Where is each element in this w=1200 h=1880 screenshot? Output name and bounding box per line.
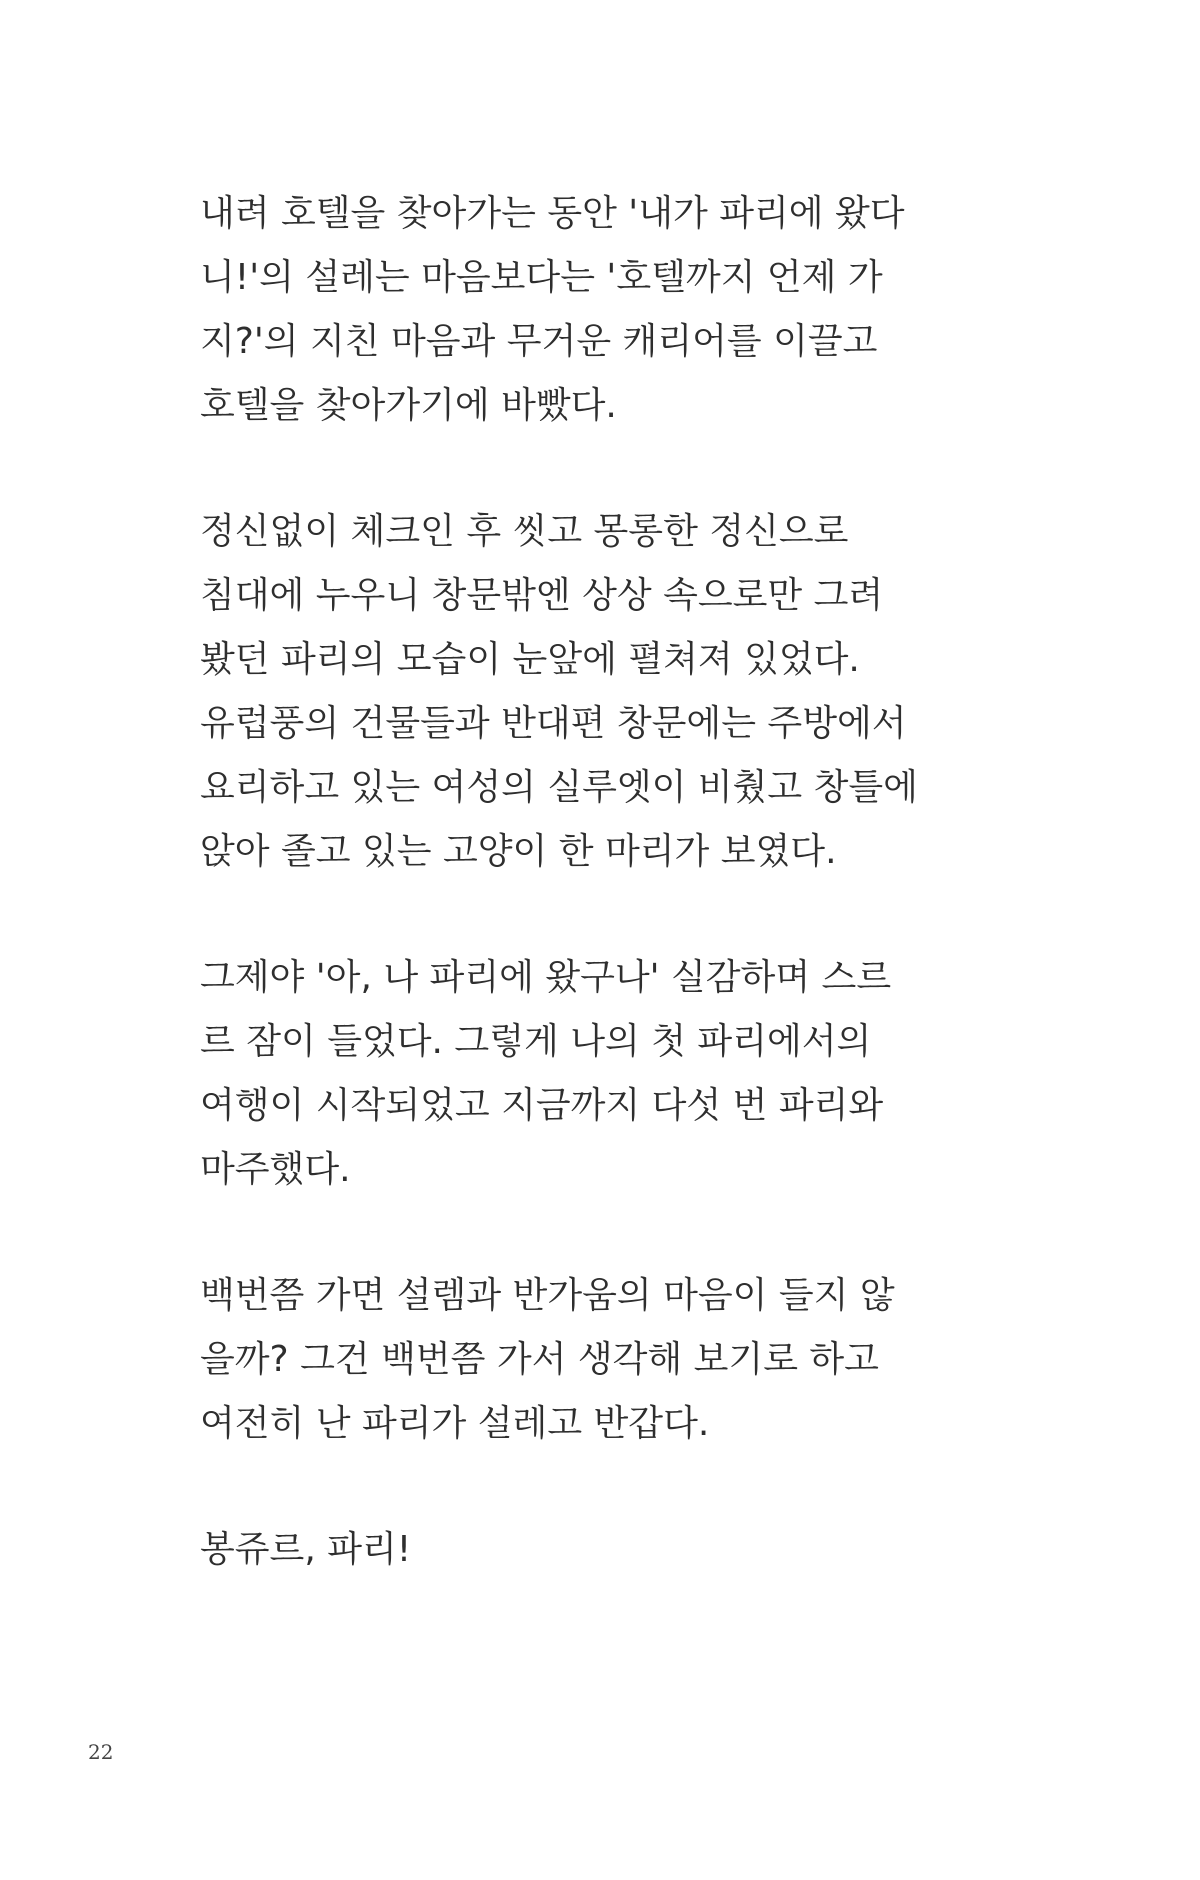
text-line: 여전히 난 파리가 설레고 반갑다.	[200, 1403, 710, 1444]
text-line: 니!'의 설레는 마음보다는 '호텔까지 언제 가	[200, 257, 883, 298]
text-line: 봤던 파리의 모습이 눈앞에 펼쳐져 있었다.	[200, 639, 860, 680]
text-line: 앉아 졸고 있는 고양이 한 마리가 보였다.	[200, 831, 837, 872]
text-line: 마주했다.	[200, 1149, 351, 1190]
text-line: 백번쯤 가면 설렘과 반가움의 마음이 들지 않	[200, 1275, 895, 1316]
text-line: 을까? 그건 백번쯤 가서 생각해 보기로 하고	[200, 1339, 879, 1380]
text-line: 내려 호텔을 찾아가는 동안 '내가 파리에 왔다	[200, 193, 905, 234]
text-line: 요리하고 있는 여성의 실루엣이 비췄고 창틀에	[200, 767, 918, 808]
text-line: 호텔을 찾아가기에 바빴다.	[200, 385, 617, 426]
paragraph-4	[200, 1264, 920, 1456]
paragraph-1	[200, 182, 920, 438]
text-line: 지?'의 지친 마음과 무거운 캐리어를 이끌고	[200, 321, 878, 362]
text-line: 여행이 시작되었고 지금까지 다섯 번 파리와	[200, 1085, 884, 1126]
body-text	[200, 182, 920, 1644]
paragraph-3	[200, 946, 920, 1202]
paragraph-2	[200, 500, 920, 884]
text-line: 봉쥬르, 파리!	[200, 1529, 412, 1570]
text-line: 정신없이 체크인 후 씻고 몽롱한 정신으로	[200, 511, 849, 552]
text-line: 유럽풍의 건물들과 반대편 창문에는 주방에서	[200, 703, 907, 744]
text-line: 침대에 누우니 창문밖엔 상상 속으로만 그려	[200, 575, 884, 616]
text-line: 그제야 '아, 나 파리에 왔구나' 실감하며 스르	[200, 957, 892, 998]
paragraph-5	[200, 1518, 920, 1582]
text-line: 르 잠이 들었다. 그렇게 나의 첫 파리에서의	[200, 1021, 872, 1062]
page-number: 22	[88, 1740, 114, 1764]
